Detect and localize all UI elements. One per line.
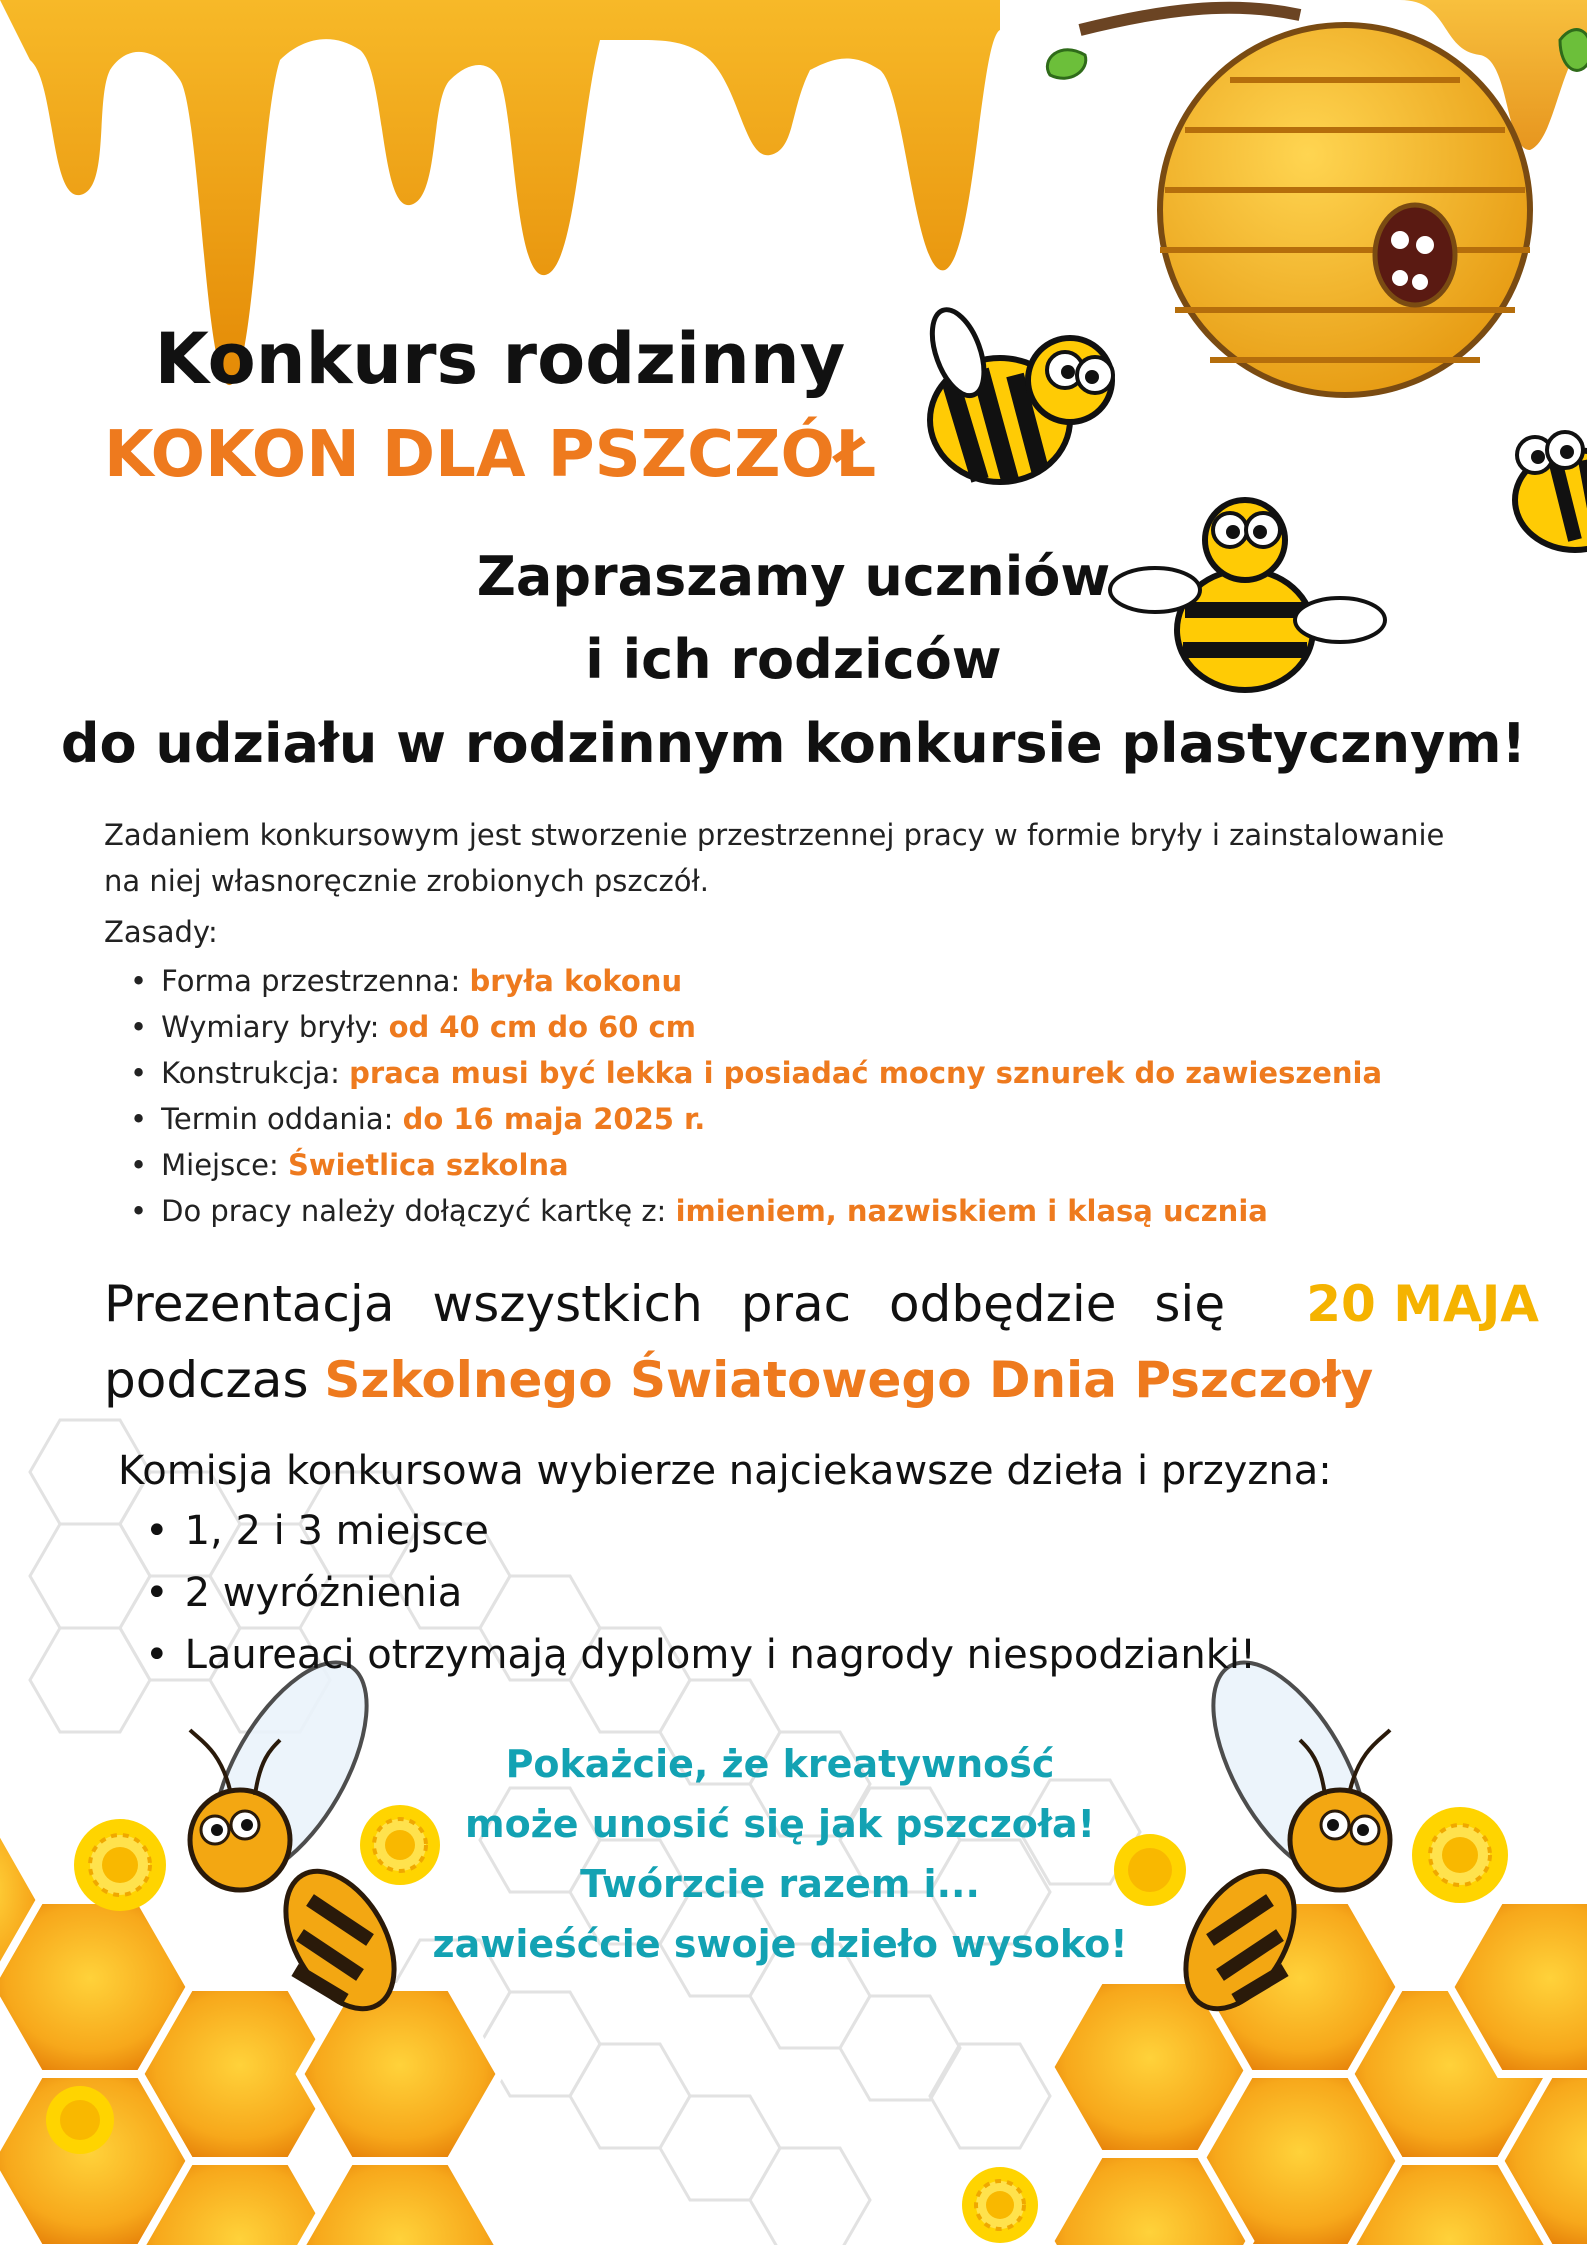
- rule-value: od 40 cm do 60 cm: [388, 1010, 696, 1044]
- prize-item: • Laureaci otrzymają dyplomy i nagrody niespodzianki!: [145, 1624, 1256, 1686]
- rule-value: do 16 maja 2025 r.: [402, 1102, 706, 1136]
- task-line-1: Zadaniem konkursowym jest stworzenie przestrzennej pracy w formie bryły i zainstalowanie: [104, 818, 1445, 852]
- invitation-line-3: do udziału w rodzinnym konkursie plastycznym!: [60, 712, 1527, 775]
- rule-label: Termin oddania:: [161, 1102, 394, 1136]
- invitation-line-2: i ich rodziców: [585, 628, 1002, 691]
- slogan-line-1: Pokażcie, że kreatywność: [505, 1742, 1055, 1786]
- rule-item: [130, 1004, 1382, 1050]
- rule-item: [130, 1142, 1382, 1188]
- rule-item: [130, 1050, 1382, 1096]
- presentation-line-2: [104, 1342, 1539, 1418]
- rules-heading: Zasady:: [104, 915, 218, 949]
- prize-item: • 2 wyróżnienia: [145, 1562, 1256, 1624]
- title-line-1: Konkurs rodzinny: [154, 318, 846, 400]
- rule-label: Miejsce:: [161, 1148, 279, 1182]
- presentation-text-2: podczas: [104, 1351, 309, 1409]
- presentation-date: 20 MAJA: [1306, 1275, 1539, 1333]
- rules-list: [130, 958, 1382, 1234]
- rule-value: praca musi być lekka i posiadać mocny sznurek do zawieszenia: [349, 1056, 1383, 1090]
- presentation-line-1: [104, 1266, 1539, 1342]
- presentation-text-1: Prezentacja wszystkich prac odbędzie się: [104, 1275, 1226, 1333]
- invitation-line-1: Zapraszamy uczniów: [476, 545, 1111, 608]
- bee-cartoon-3: [1515, 432, 1587, 550]
- rule-item: [130, 958, 1382, 1004]
- title-line-2: KOKON DLA PSZCZÓŁ: [103, 418, 877, 492]
- rule-label: Forma przestrzenna:: [161, 964, 461, 998]
- task-line-2: na niej własnoręcznie zrobionych pszczół.: [104, 864, 709, 898]
- rule-value: bryła kokonu: [469, 964, 683, 998]
- rule-item: [130, 1188, 1382, 1234]
- rule-value: Świetlica szkolna: [287, 1148, 569, 1182]
- prize-item: • 1, 2 i 3 miejsce: [145, 1500, 1256, 1562]
- rule-label: Do pracy należy dołączyć kartkę z:: [161, 1194, 667, 1228]
- rule-label: Wymiary bryły:: [161, 1010, 380, 1044]
- rule-value: imieniem, nazwiskiem i klasą ucznia: [675, 1194, 1268, 1228]
- jury-intro: Komisja konkursowa wybierze najciekawsze dzieła i przyzna:: [118, 1448, 1332, 1494]
- rule-item: [130, 1096, 1382, 1142]
- slogan-line-3: Twórzcie razem i...: [580, 1862, 980, 1906]
- rule-label: Konstrukcja:: [161, 1056, 340, 1090]
- slogan-line-2: może unosić się jak pszczoła!: [464, 1802, 1095, 1846]
- prizes-list: [145, 1500, 1256, 1686]
- presentation-event: Szkolnego Światowego Dnia Pszczoły: [324, 1351, 1374, 1409]
- slogan-line-4: zawieśćcie swoje dzieło wysoko!: [432, 1922, 1128, 1966]
